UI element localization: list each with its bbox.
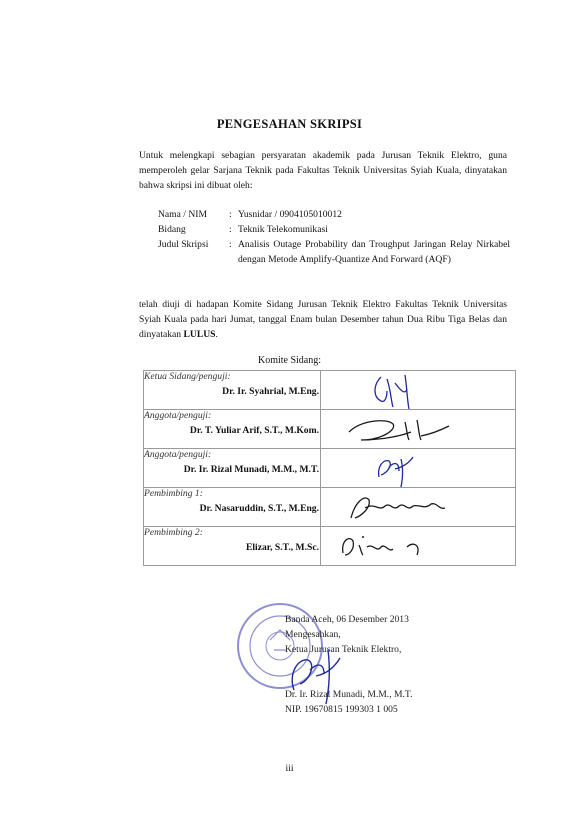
- signature-drawing: [321, 527, 517, 567]
- approval-name: Dr. Ir. Rizal Munadi, M.M., M.T.: [285, 689, 413, 700]
- detail-label: Judul Skripsi: [158, 239, 209, 250]
- detail-row-name: [158, 207, 510, 222]
- signature-drawing: [321, 371, 517, 411]
- detail-colon: :: [229, 239, 232, 250]
- committee-role: Pembimbing 2:: [144, 527, 203, 538]
- signature-cell: [321, 410, 516, 449]
- approval-place-date: Banda Aceh, 06 Desember 2013: [285, 614, 409, 625]
- intro-paragraph: Untuk melengkapi sebagian persyaratan akademik pada Jurusan Teknik Elektro, guna memperoleh gelar Sarjana Teknik pada Fakultas Teknik Universitas Syiah Kuala, dinyatakan bahwa skripsi ini dibuat oleh:: [139, 150, 507, 191]
- document-title: PENGESAHAN SKRIPSI: [216, 117, 363, 131]
- signature-cell: [321, 449, 516, 488]
- outro-end: .: [215, 329, 218, 340]
- signature-drawing: [321, 488, 517, 528]
- signature-cell: [321, 371, 516, 410]
- status-lulus: LULUS: [183, 329, 216, 340]
- approval-approved: Mengesahkan,: [285, 629, 341, 640]
- committee-row: [144, 527, 516, 566]
- outro-paragraph: [139, 297, 507, 342]
- committee-row: [144, 449, 516, 488]
- student-details: [158, 207, 510, 267]
- detail-value: Analisis Outage Probability dan Troughput Jaringan Relay Nirkabel dengan Metode Amplify-Quantize And Forward (AQF): [238, 239, 510, 265]
- signature-cell: [321, 527, 516, 566]
- committee-name: Dr. T. Yuliar Arif, S.T., M.Kom.: [189, 425, 319, 436]
- committee-role: Ketua Sidang/penguji:: [144, 371, 231, 382]
- committee-member-cell: [144, 527, 321, 566]
- committee-name: Dr. Nasaruddin, S.T., M.Eng.: [199, 503, 319, 514]
- committee-row: [144, 410, 516, 449]
- committee-title: Komite Sidang:: [257, 355, 322, 366]
- approval-position: Ketua Jurusan Teknik Elektro,: [285, 644, 402, 655]
- committee-name: Elizar, S.T., M.Sc.: [245, 542, 319, 553]
- committee-table: [143, 370, 516, 566]
- detail-row-field: [158, 222, 510, 237]
- detail-label: Nama / NIM: [158, 209, 208, 220]
- detail-value: Teknik Telekomunikasi: [238, 224, 328, 235]
- detail-value: Yusnidar / 0904105010012: [238, 209, 342, 220]
- head-signature-drawing: [280, 640, 350, 710]
- detail-row-title: [158, 237, 510, 267]
- detail-label: Bidang: [158, 224, 186, 235]
- committee-role: Anggota/penguji:: [144, 410, 212, 421]
- committee-row: [144, 371, 516, 410]
- signature-drawing: [321, 449, 517, 489]
- signature-drawing: [321, 410, 517, 450]
- committee-member-cell: [144, 488, 321, 527]
- detail-colon: :: [229, 209, 232, 220]
- committee-role: Anggota/penguji:: [144, 449, 212, 460]
- committee-member-cell: [144, 449, 321, 488]
- page-number: iii: [285, 763, 294, 774]
- signature-cell: [321, 488, 516, 527]
- approval-nip: NIP. 19670815 199303 1 005: [285, 704, 398, 715]
- committee-name: Dr. Ir. Syahrial, M.Eng.: [222, 386, 319, 397]
- committee-role: Pembimbing 1:: [144, 488, 203, 499]
- detail-colon: :: [229, 224, 232, 235]
- committee-member-cell: [144, 371, 321, 410]
- outro-text: telah diuji di hadapan Komite Sidang Jurusan Teknik Elektro Fakultas Teknik Universitas Syiah Kuala pada hari Jumat, tanggal Enam bulan Desember tahun Dua Ribu Tiga Belas dan dinyatakan: [139, 299, 507, 340]
- committee-name: Dr. Ir. Rizal Munadi, M.M., M.T.: [183, 464, 319, 475]
- committee-row: [144, 488, 516, 527]
- committee-member-cell: [144, 410, 321, 449]
